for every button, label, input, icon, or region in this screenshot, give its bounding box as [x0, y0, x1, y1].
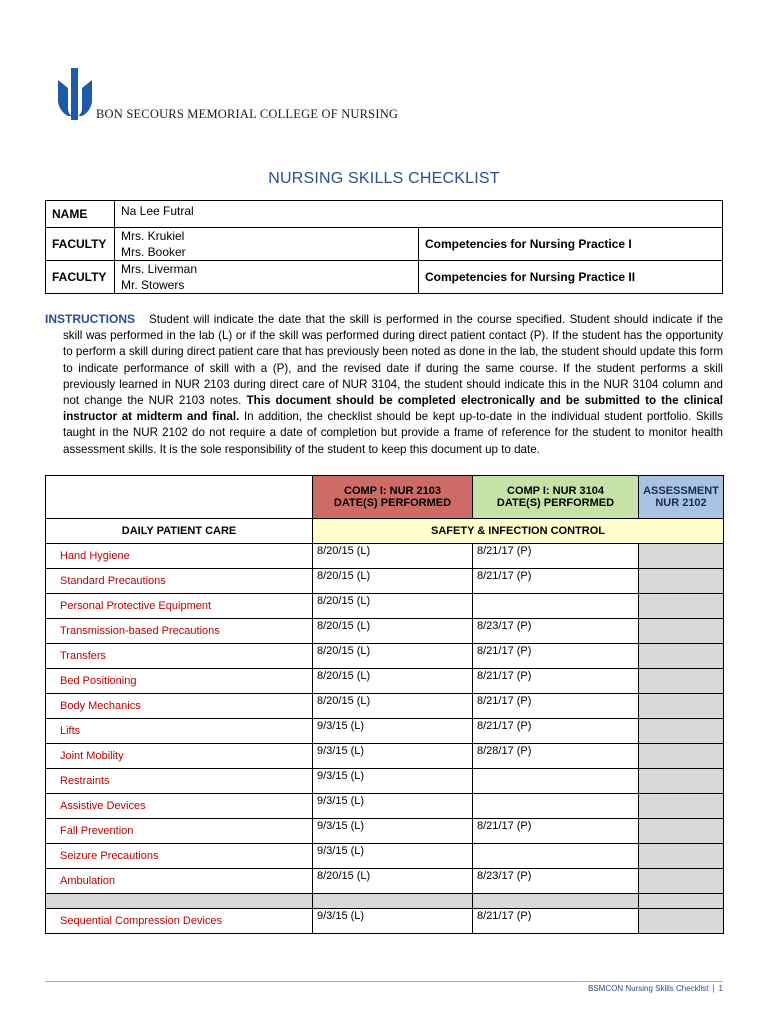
- assessment-cell: [639, 619, 724, 644]
- nur2103-date-cell[interactable]: 9/3/15 (L): [313, 819, 473, 844]
- nur3104-date-cell[interactable]: [473, 769, 639, 794]
- nur2103-date-cell[interactable]: 8/20/15 (L): [313, 694, 473, 719]
- student-info-table: [45, 200, 723, 294]
- skill-name: Sequential Compression Devices: [46, 909, 313, 934]
- table-row: [46, 619, 724, 644]
- skill-name: Body Mechanics: [46, 694, 313, 719]
- page-title: NURSING SKILLS CHECKLIST: [268, 170, 500, 187]
- page-footer: [588, 984, 723, 993]
- nur2103-date-cell[interactable]: 8/20/15 (L): [313, 669, 473, 694]
- college-name: BON SECOURS MEMORIAL COLLEGE OF NURSING: [96, 107, 399, 121]
- page-number: 1: [718, 984, 723, 993]
- header-assessment-line1: ASSESSMENT: [643, 485, 719, 497]
- table-row: [46, 869, 724, 894]
- nur3104-date-cell[interactable]: 8/28/17 (P): [473, 744, 639, 769]
- faculty-name: Mrs. Liverman: [121, 262, 198, 276]
- faculty-label-1: FACULTY: [46, 228, 115, 261]
- footer-separator: |: [712, 984, 715, 993]
- nur2103-date-cell[interactable]: 9/3/15 (L): [313, 719, 473, 744]
- assessment-cell: [639, 744, 724, 769]
- skill-name: Lifts: [46, 719, 313, 744]
- header-assessment: [639, 476, 724, 519]
- faculty-label-2: FACULTY: [46, 261, 115, 294]
- nur3104-date-cell[interactable]: 8/21/17 (P): [473, 669, 639, 694]
- nur3104-date-cell[interactable]: 8/21/17 (P): [473, 719, 639, 744]
- nur3104-date-cell[interactable]: 8/23/17 (P): [473, 619, 639, 644]
- nur2103-date-cell[interactable]: 8/20/15 (L): [313, 569, 473, 594]
- nur3104-date-cell[interactable]: 8/21/17 (P): [473, 909, 639, 934]
- spacer-cell: [46, 894, 313, 909]
- table-row: [46, 909, 724, 934]
- table-row: [46, 569, 724, 594]
- header-nur2103-line1: COMP I: NUR 2103: [344, 485, 441, 497]
- skill-name: Personal Protective Equipment: [46, 594, 313, 619]
- spacer-row: [46, 894, 724, 909]
- assessment-cell: [639, 869, 724, 894]
- header-assessment-line2: NUR 2102: [655, 497, 707, 509]
- header-nur3104: [473, 476, 639, 519]
- spacer-cell: [639, 894, 724, 909]
- skill-name: Assistive Devices: [46, 794, 313, 819]
- skill-name: Standard Precautions: [46, 569, 313, 594]
- nur3104-date-cell[interactable]: 8/23/17 (P): [473, 869, 639, 894]
- section-safety-infection-control: SAFETY & INFECTION CONTROL: [313, 519, 724, 544]
- faculty-name: Mrs. Booker: [121, 245, 186, 259]
- assessment-cell: [639, 694, 724, 719]
- table-row: [46, 544, 724, 569]
- skills-table: [45, 475, 724, 934]
- header-nur2103: [313, 476, 473, 519]
- nur3104-date-cell[interactable]: 8/21/17 (P): [473, 819, 639, 844]
- nur3104-date-cell[interactable]: 8/21/17 (P): [473, 694, 639, 719]
- skill-name: Joint Mobility: [46, 744, 313, 769]
- faculty-names-2[interactable]: [115, 261, 419, 294]
- instructions-bold-text: This document should be completed electronically and be submitted to the clinical instructor at midterm and final.: [63, 394, 724, 424]
- nur3104-date-cell[interactable]: 8/21/17 (P): [473, 644, 639, 669]
- table-row: [46, 644, 724, 669]
- nur2103-date-cell[interactable]: 8/20/15 (L): [313, 644, 473, 669]
- table-row: [46, 844, 724, 869]
- instructions-text-continued: In addition, the checklist should be kept up-to-date in the individual student portfolio. Skills taught in the NUR 2102 do not require a date of completion but provide a frame of reference for the student to monitor health assessment skills. It is the sole responsibility of the student to keep this document up to date.: [63, 410, 723, 456]
- table-row: [46, 694, 724, 719]
- assessment-cell: [639, 769, 724, 794]
- header-nur3104-line1: COMP I: NUR 3104: [507, 485, 604, 497]
- assessment-cell: [639, 844, 724, 869]
- assessment-cell: [639, 569, 724, 594]
- nur2103-date-cell[interactable]: 9/3/15 (L): [313, 794, 473, 819]
- skill-name: Transfers: [46, 644, 313, 669]
- assessment-cell: [639, 819, 724, 844]
- header-nur2103-line2: DATE(S) PERFORMED: [333, 497, 452, 509]
- section-daily-patient-care: DAILY PATIENT CARE: [46, 519, 313, 544]
- spacer-cell: [313, 894, 473, 909]
- nur3104-date-cell[interactable]: [473, 844, 639, 869]
- footer-doc-label: BSMCON Nursing Skills Checklist: [588, 984, 709, 993]
- assessment-cell: [639, 669, 724, 694]
- table-row: [46, 594, 724, 619]
- assessment-cell: [639, 794, 724, 819]
- nur3104-date-cell[interactable]: 8/21/17 (P): [473, 569, 639, 594]
- nur2103-date-cell[interactable]: 9/3/15 (L): [313, 844, 473, 869]
- instructions-label: INSTRUCTIONS: [45, 312, 135, 326]
- table-row: [46, 819, 724, 844]
- skill-name: Bed Positioning: [46, 669, 313, 694]
- table-row: [46, 744, 724, 769]
- skill-name: Seizure Precautions: [46, 844, 313, 869]
- skill-name: Ambulation: [46, 869, 313, 894]
- nur2103-date-cell[interactable]: 8/20/15 (L): [313, 594, 473, 619]
- college-logo: [58, 68, 398, 124]
- nur2103-date-cell[interactable]: 8/20/15 (L): [313, 544, 473, 569]
- skill-name: Hand Hygiene: [46, 544, 313, 569]
- footer-divider: [45, 981, 723, 982]
- faculty-names-1[interactable]: [115, 228, 419, 261]
- skill-rows: [46, 544, 724, 894]
- skill-name: Transmission-based Precautions: [46, 619, 313, 644]
- course-name-1: Competencies for Nursing Practice I: [419, 228, 723, 261]
- assessment-cell: [639, 644, 724, 669]
- student-name[interactable]: Na Lee Futral: [115, 201, 723, 228]
- table-row: [46, 794, 724, 819]
- instructions-block: [45, 311, 723, 458]
- nur3104-date-cell[interactable]: [473, 594, 639, 619]
- header-nur3104-line2: DATE(S) PERFORMED: [496, 497, 615, 509]
- assessment-cell: [639, 909, 724, 934]
- table-row: [46, 669, 724, 694]
- nur2103-date-cell[interactable]: 9/3/15 (L): [313, 769, 473, 794]
- spacer-cell: [473, 894, 639, 909]
- assessment-cell: [639, 719, 724, 744]
- header-empty-cell: [46, 476, 313, 519]
- table-row: [46, 719, 724, 744]
- nur3104-date-cell[interactable]: 8/21/17 (P): [473, 544, 639, 569]
- assessment-cell: [639, 544, 724, 569]
- skill-name: Restraints: [46, 769, 313, 794]
- nur2103-date-cell[interactable]: 9/3/15 (L): [313, 744, 473, 769]
- nur3104-date-cell[interactable]: [473, 794, 639, 819]
- table-row: [46, 769, 724, 794]
- instructions-text: Student will indicate the date that the skill is performed in the course specified. Student should indicate if the skill was performed in the lab (L) or if the skill was performed during direct patient contact (P). If the student has the opportunity to perform a skill during direct patient care that has previously been noted as done in the lab, the student should update this form to indicate performance of skill with a (P), and the revised date if during the same course. If the student performs a skill previously learned in NUR 2103 during direct care of NUR 3104, the student should indicate this in the NUR 3104 column and not change the NUR 2103 notes.: [63, 313, 723, 408]
- bsmcon-logo-icon: [58, 68, 92, 120]
- course-name-2: Competencies for Nursing Practice II: [419, 261, 723, 294]
- nur2103-date-cell[interactable]: 8/20/15 (L): [313, 619, 473, 644]
- nur2103-date-cell[interactable]: 9/3/15 (L): [313, 909, 473, 934]
- faculty-name: Mr. Stowers: [121, 278, 185, 292]
- assessment-cell: [639, 594, 724, 619]
- faculty-name: Mrs. Krukiel: [121, 229, 185, 243]
- name-label: NAME: [46, 201, 115, 228]
- skill-name: Fall Prevention: [46, 819, 313, 844]
- nur2103-date-cell[interactable]: 8/20/15 (L): [313, 869, 473, 894]
